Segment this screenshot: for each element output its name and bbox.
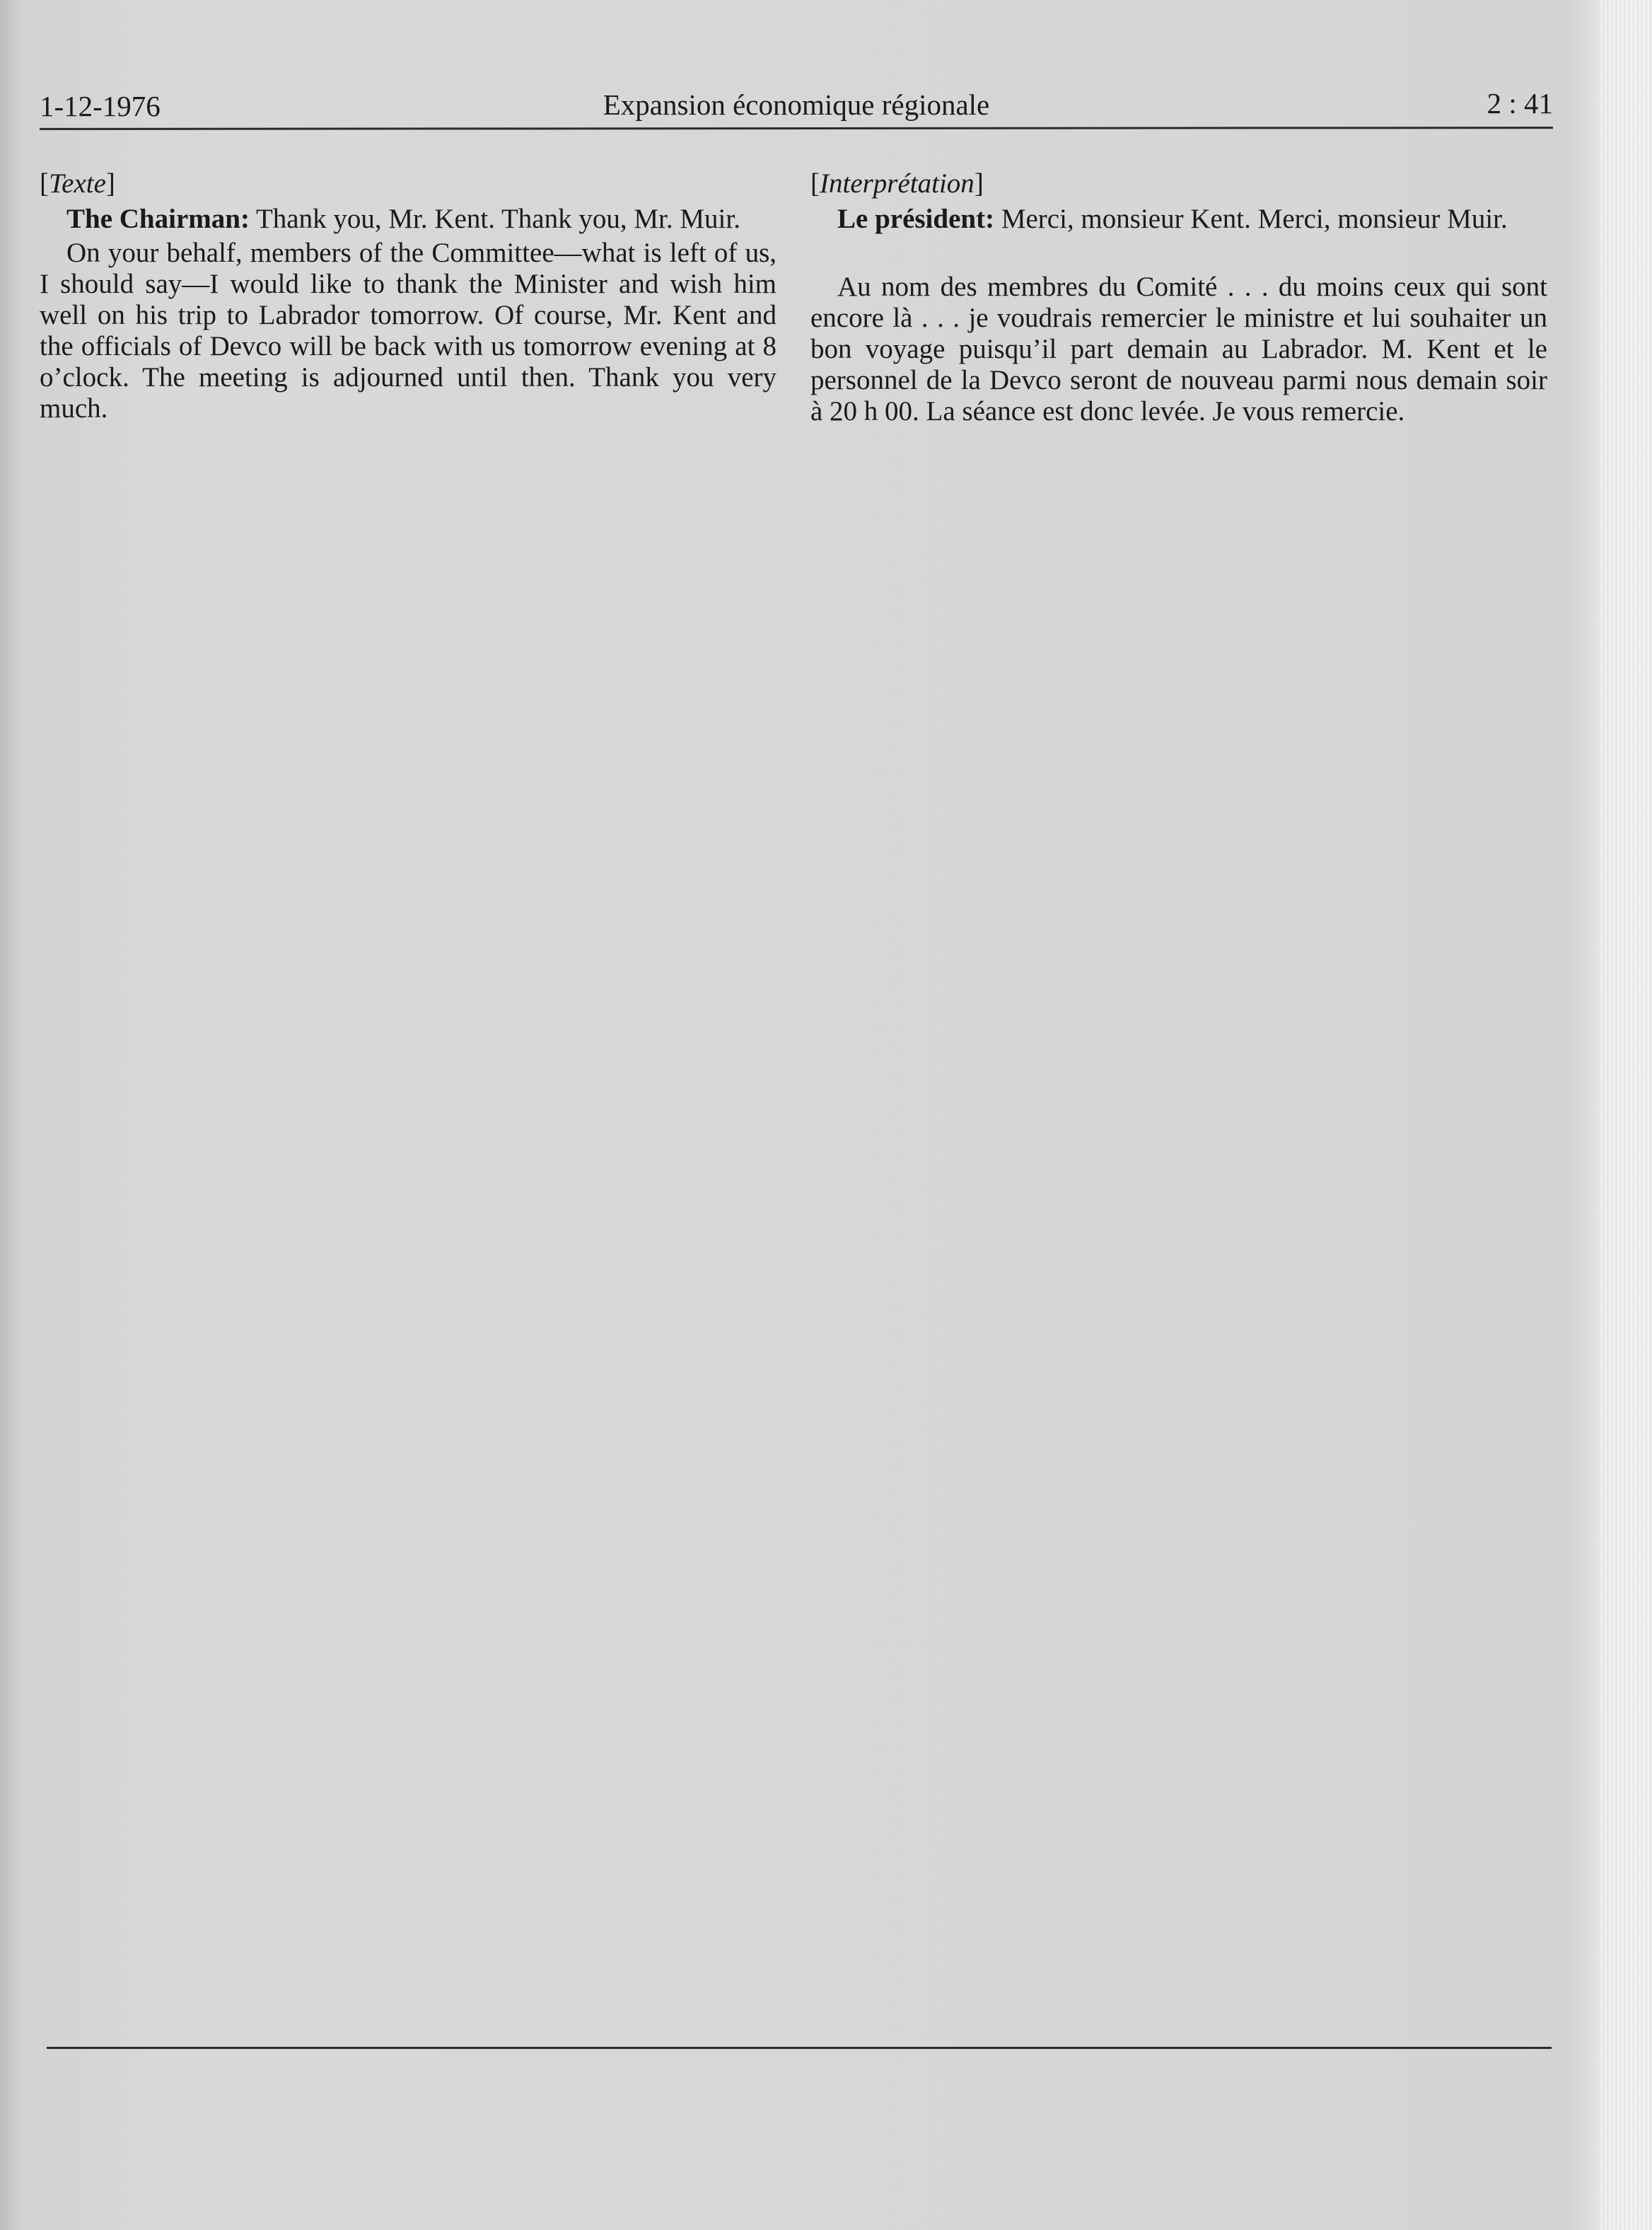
section-label-interpretation: [Interprétation] xyxy=(810,168,984,199)
section-label-text: Texte xyxy=(49,168,106,199)
header-date: 1-12-1976 xyxy=(40,90,161,122)
paragraph-text: Thank you, Mr. Kent. Thank you, Mr. Muir. xyxy=(249,204,740,234)
speaker-label: The Chairman: xyxy=(66,204,250,234)
chairman-paragraph-1 xyxy=(40,204,776,235)
section-label-texte: [Texte] xyxy=(40,168,115,199)
header-page-number: 2 : 41 xyxy=(1487,87,1553,120)
paragraph-text: Merci, monsieur Kent. Merci, monsieur Muir. xyxy=(994,204,1508,234)
page-edge xyxy=(1600,0,1652,2230)
speaker-label: Le président: xyxy=(837,204,995,234)
president-paragraph-2: Au nom des membres du Comité . . . du moins ceux qui sont encore là . . . je voudrais remercier le ministre et lui souhaiter un bon voyage puisqu’il part demain au Labrador. M. Kent et le personnel de la Devco seront de nouveau parmi nous demain soir à 20 h 00. La séance est donc levée. Je vous remercie. xyxy=(810,272,1547,426)
footer-rule xyxy=(47,2047,1552,2049)
running-header xyxy=(40,83,1553,127)
right-column-french xyxy=(810,168,1547,427)
president-paragraph-1 xyxy=(810,204,1547,235)
left-column-english xyxy=(40,168,776,424)
header-title: Expansion économique régionale xyxy=(603,88,990,121)
section-label-text: Interprétation xyxy=(820,168,975,199)
chairman-paragraph-2: On your behalf, members of the Committee—what is left of us, I should say—I would like to thank the Minister and wish him well on his trip to Labrador tomorrow. Of course, Mr. Kent and the officials of Devco will be back with us tomorrow evening at 8 o’clock. The meeting is adjourned until then. Thank you very much. xyxy=(40,238,776,424)
